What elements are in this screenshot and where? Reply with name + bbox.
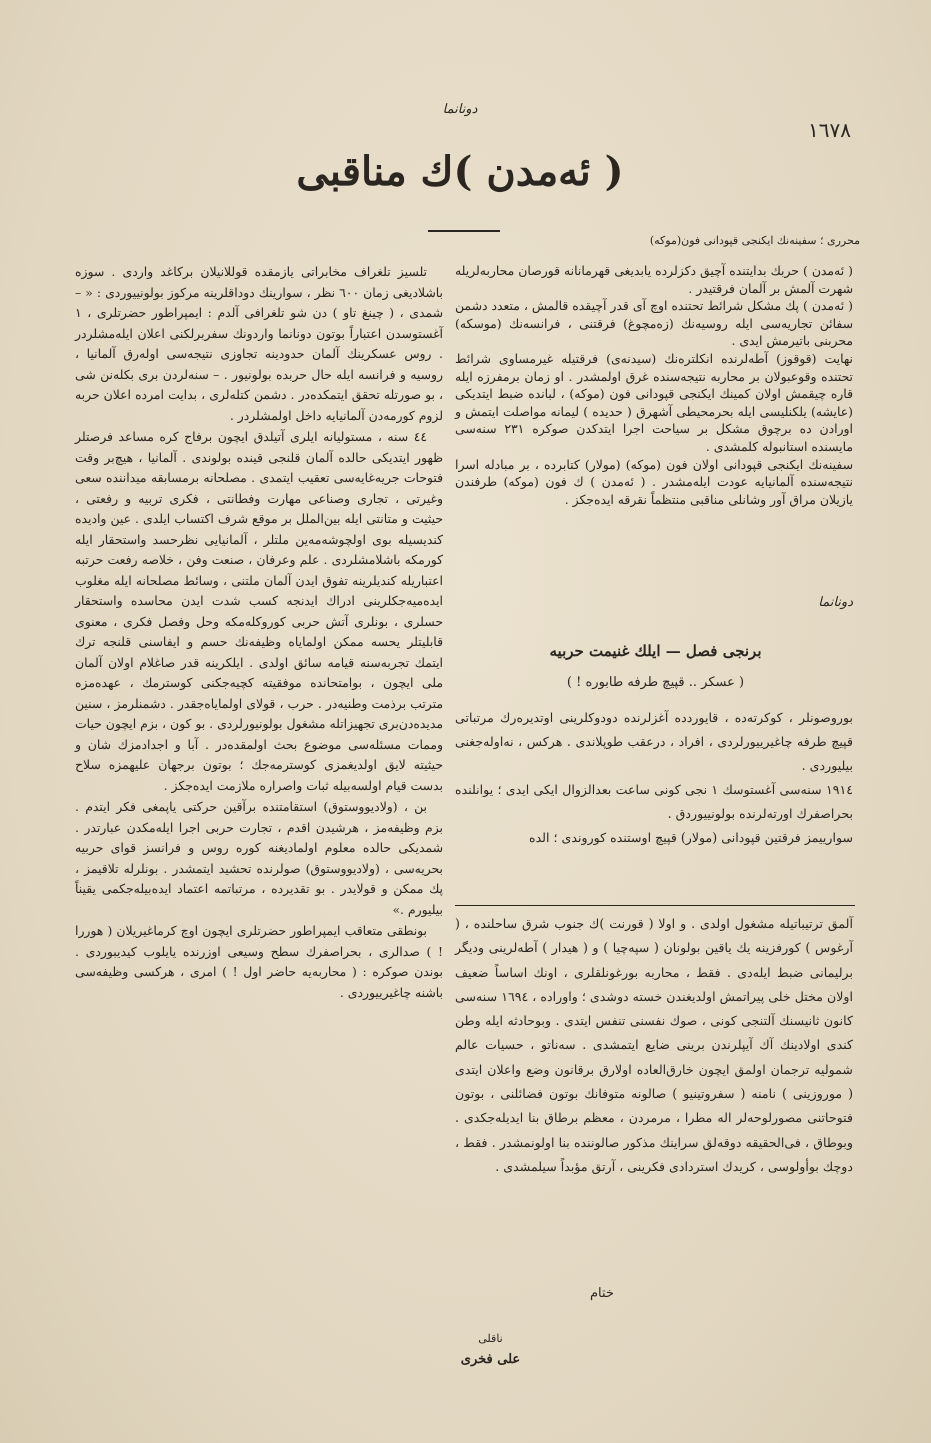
continued-paragraph: آلمق ترتيباتيله مشغول اولدی . و اولا ( قورنت )ك جنوب شرق ساحلنده ، ( آرغوس ) كورفزينه يك ياقين بولونان ( سپه‌چيا ) و ( هيدار ) آطه‌لرينی وديگر برليمانی ضبط ايله‌دی . فقط ، محاربه بورغونلقلری ، اونك اساساً ضعيف اولان مختل خلی پيراتمش اولديغندن خسته دوشدی ؛ واوراده ، ١٦٩٤ سنه‌سی كانون ثانيسنك آلتنجی كونی ، صوك نفسنی تنفس ايتدی . وبوحادثه ايله وطن كندی اولادينك آك آيپلرندن برينی ضايع ايتمشدی . سه‌ناتو ، حسيات عالم شموليه ترجمان اولمق ايچون خارق‌العاده اولارق برقانون وضع واعلان ايتدی ( موروزينی ) نامنه ( سفروتينيو ) صالونه متوفانك بوتون فضائلنی ، بوتون فتوحاتنی مصورلوحه‌لر اله مطرا ، مرمردن ، معظم برطاق بنا ايديله‌جكدی . وبوطاق ، فی‌الحقيقه دوقه‌لق سراينك مذكور صالوننده بنا اولونمشدر . فقط ، دوچك بوأولوسی ، كريدك استردادی فكرينی ، آرتق مؤبداً سيلمشدی . — [455, 916, 853, 1174]
page-title: ( ئەمدن )ك مناقبی — [296, 148, 624, 195]
left-paragraph: بن ، (ولاديووستوق) استقامتنده برآقين حركتی ياپمغی فكر ايتدم . بزم وظيفه‌مز ، هرشيدن اقدم ، تجارت حربی اجرا ايله‌مكدن عبارتدر . شمديكی حالده معلوم اولماديغنه كوره روس و فرانسز قوای حربيه بحريه‌سی ، (ولاديووستوق) صولرنده تحشيد ايتمشدر . بونلرله تلاقيمز ، پك ممكن و قولايدر . بو تقديرده ، مرتباتمه اعتماد ايده‌بيله‌جكمی يقيناً بيليورم .» — [75, 799, 443, 917]
left-paragraph: تلسيز تلغراف مخابراتی يازمقده قوللانيلان برکاغد واردی . سوزه باشلاديغی زمان ٦٠٠ نظر ، سوارينك دوداقلرينه مركوز بولونييوردی : « – شمدی ، ( چينغ تاو ) دن شو تلغرافی آلدم : ايمپراطور حضرتلری ، ١ آغستوسدن اعتباراً بوتون دونانما واردونك سفربرلكنی اعلان ايله‌مشلردر . روس عسكرينك آلمان حدودينه تجاوزی نتيجه‌سی اولەرق آلمانيا ، روسيه و فرانسه ايله حال حربده بولونيور . – سنه‌لردن برى بكله‌نن شی ، بو صورتله تحقق ايتمكده‌در . دشمن كتله‌لری ، بدايت امرده اعلان حربه لزوم كورمه‌دن آلمانيايه داخل اولمشلردر . — [75, 264, 443, 423]
left-column — [75, 262, 443, 1003]
right-column-story — [455, 706, 853, 850]
intro-paragraph: نهايت (قوقوز) آطه‌لرنده انكلتره‌نك (سيدنه‌ی) فرقتیله غيرمساوی شرائط تحتنده وقوعبولان بر محاربه نتيجه‌سنده غرق اولمشدر . او زمان برمفرزه ايله قاره چيقمش اولان كمينك ايكنجی قپودانی فون (موكه) ، لبانده ضبط ايتديكی (عايشه) يلكنلیسی ايله بحرمحيطی آشهرق ( حديده ) ليمانه مواصلت ايتمش و اورادن ده برچوق مشكل بر سياحت اجرا ايتدكدن صوكره ٢٣١ سنه‌سی مايسنده استانبوله كلمشدی . — [455, 350, 853, 454]
right-column-continued — [455, 912, 853, 1179]
section-divider — [455, 905, 855, 906]
title-divider — [428, 230, 500, 232]
chapter-subtitle: ( عسكر .. قپيچ طرفه طابوره ! ) — [566, 675, 745, 690]
story-paragraph: ١٩١٤ سنه‌سی آغستوسك ١ نجی كونی ساعت بعدالزوال ايكی ايدی ؛ يوانلنده بحراصفرك اورته‌لرنده بولونييوردق . — [455, 782, 853, 821]
header-note: دونانما — [442, 102, 478, 117]
chapter-heading: برنجی فصل — ايلك غنيمت حربيه — [549, 642, 762, 660]
intro-paragraph: ( ئەمدن ) حربك بدايتنده آچیق دكزلرده يابديغی قهرمانانه قورصان محاربه‌لريله شهرت آلمش بر آلمان فرقتیدر . — [455, 263, 853, 296]
page-number: ١٦٧٨ — [808, 118, 851, 142]
intro-paragraph: ( ئەمدن ) پك مشكل شرائط تحتنده اوچ آی قدر آچیقده قالمش ، متعدد دشمن سفائن تجاريه‌سی ايله روسيه‌نك (زه‌مچوغ) فرقتنی ، فرانسه‌نك (موسكه) محربنی باتيرمش ايدی . — [455, 298, 853, 349]
author-credit: محرری ؛ سفینه‌نك ايكنجی قپودانی فون(موكه) — [649, 234, 860, 247]
intro-signoff: دونانما — [818, 595, 853, 610]
ending-mark: ختام — [590, 1286, 614, 1301]
left-paragraph: ٤٤ سنه ، مستوليانه ايلری آتيلدق ايچون برفاج كره مساعد فرصتلر ظهور ايتديكی حالده آلمان قلنجی قينده بولوندی . آلمانيا ، هيچ‌بر وقت فتوحات جريه‌غايه‌سی تعقيب ايتمدی . مصلحانه برمسابقه ميداننده سعی وغيرتی ، تجاری وصناعی مهارت وفطانتی ، فكری تربيه و رفعتی ، حيثيت و متانتی ايله بين‌الملل بر موقع شرف اكتساب ايلدی . عين واديده كنديسيله بوی اولچوشه‌مه‌ين ملتلر ، آلمانيايی نظرحسد واستحقار ايله كورمكه باشلامشلردی . علم وعرفان ، صنعت وفن ، خلاصه رفعت حرتبه اعتباريله كنديلرينه تفوق ايدن آلمان ملتنی ، وسائط مصلحانه ايله مغلوب ايده‌ميه‌جكلرينی ادراك ايدنجه كسب شدت ايدن محاسده واستحقار حسلری ، بونلری آتش حربی كوروكله‌مكه وحل وفصل فكری ، معنوی قابليتلر يحسه ممكن اولماياه وظيفه‌نك حسم و ايفاسنی قلنجه ترك ايتمك تجربه‌سنه قيامه سائق اولدی . ايلكرينه قدر صاغلام اولان آلمان ملی ايچون ، بوامتحانده موفقيته كچيه‌جكنی كوسترمك ، عهده‌مزه مترتب برذمت وطنيه‌در . حرب ، قولای اولماياه‌جقدر . دشمنلرمز ، سنين مديده‌دن‌بری تجهيزاتله مشغول بولونيورلردی . بو كون ، بزم ايچون حيات وممات مسئله‌سی موضوع بحث اولمقده‌در . آبا و اجدادمزك شان و حيثيته لايق اولديغمزی كوسترمه‌جك ؛ بوتون برجهان عليهمزه سلاح بدست قيام اولسه‌بيله ثبات واصراره ملازمت ايده‌جكز . — [75, 429, 443, 793]
left-paragraph: بونطقی متعاقب ايمپراطور حضرتلری ايچون اوچ كرماغيريلان ( هوررا ! ) صدالری ، بحراصفرك سطح وسيعی اوزرنده يايلوب كيديبوردی . بوندن صوكره : ( محاربه‌يه حاضر اول ! ) امری ، هركسی وظيفه‌سی باشنه چاغيرييوردی . — [75, 923, 443, 1000]
translator-name: علی فخری — [460, 1352, 521, 1367]
translator-label: ناقلی — [478, 1332, 503, 1345]
intro-paragraph: سفينه‌نك ايكنجی قپودانی اولان فون (موكه) (مولار) كتابرده ، بر مبادله اسرا نتيجه‌سنده آلمانيايه عودت ايله‌مشدر . ( ئەمدن ) ك فون (موكه) طرفندن يازيلان مراق آور وشانلی مناقبی منتظماً نقرقه ايده‌جكز . — [455, 456, 853, 507]
story-paragraph: بوروصونلر ، كوكرته‌ده ، قايوردده آغزلرنده دودوكلرينی اوتديره‌رك مرتباتی قپيچ طرفه چاغيرييورلردی ، افراد ، درعقب طوپلاندی . هركس ، نه‌اوله‌جغنی بيليوردی . — [455, 710, 853, 773]
right-column-intro — [455, 262, 853, 508]
story-paragraph: سوارييمز فرقتين قپودانی (مولار) قپيچ اوستنده كوروندی ؛ الده — [528, 830, 853, 845]
